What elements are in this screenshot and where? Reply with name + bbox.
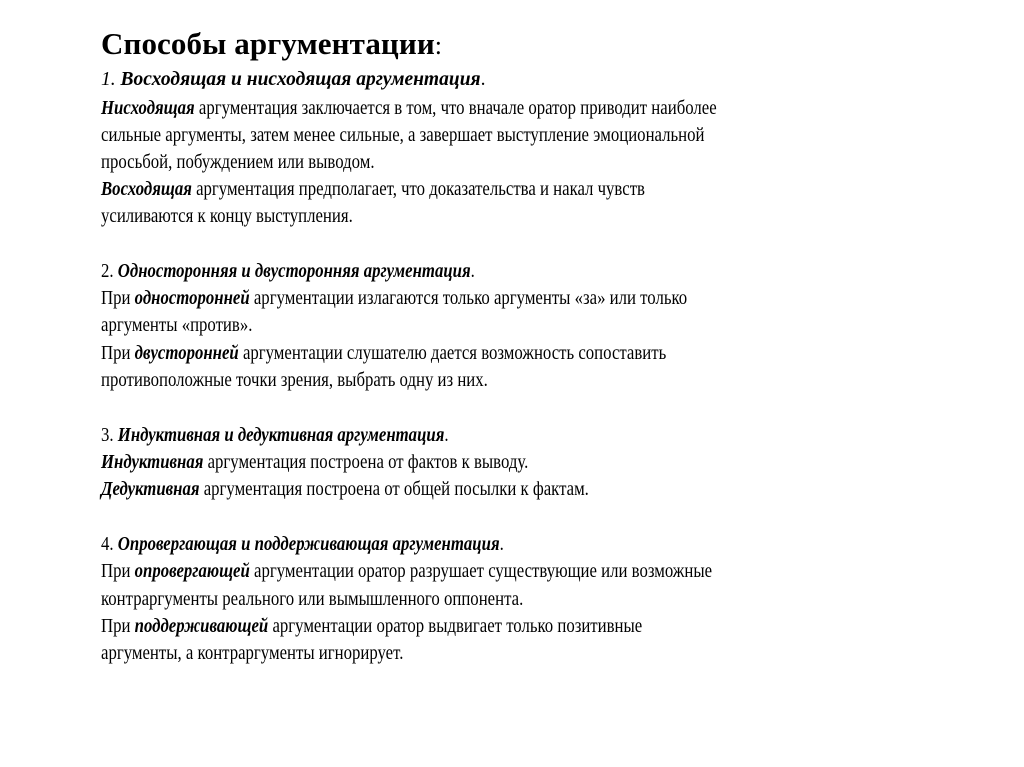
line-text: просьбой, побуждением или выводом.	[101, 152, 375, 173]
line-text: аргументации оратор разрушает существующие или возможные	[249, 561, 713, 582]
heading-number: 4.	[101, 534, 118, 555]
heading-text: Восходящая и нисходящая аргументация	[120, 69, 481, 90]
section-3-line	[101, 479, 589, 501]
heading-text: Индуктивная и дедуктивная аргументация	[117, 425, 445, 446]
emphasis-term: Нисходящая	[101, 98, 195, 119]
line-text: аргументация построена от общей посылки к фактам.	[199, 479, 589, 500]
section-2-heading	[101, 261, 475, 283]
section-1-heading	[101, 69, 485, 91]
line-text: аргументация предполагает, что доказательства и накал чувств	[191, 179, 645, 200]
section-2-line	[101, 288, 687, 310]
line-text: аргументация заключается в том, что вначале оратор приводит наиболее	[194, 98, 717, 119]
line-text: аргументы, а контраргументы игнорирует.	[101, 643, 404, 664]
section-1-line	[101, 125, 704, 147]
line-text: противоположные точки зрения, выбрать одну из них.	[101, 370, 488, 391]
emphasis-term: односторонней	[134, 288, 250, 309]
heading-number: 2.	[101, 261, 118, 282]
section-2-line	[101, 370, 488, 392]
section-1-line	[101, 206, 353, 228]
emphasis-term: поддерживающей	[134, 616, 269, 637]
emphasis-term: опровергающей	[134, 561, 250, 582]
emphasis-term: двусторонней	[134, 343, 239, 364]
section-4-heading	[101, 534, 504, 556]
emphasis-term: Индуктивная	[101, 452, 204, 473]
section-2-line	[101, 315, 252, 337]
line-prefix: При	[101, 288, 135, 309]
line-prefix: При	[101, 616, 135, 637]
section-3-line	[101, 452, 528, 474]
line-text: аргументация построена от фактов к выводу.	[203, 452, 529, 473]
section-1-line	[101, 179, 645, 201]
heading-text: Односторонняя и двусторонняя аргументация	[117, 261, 471, 282]
emphasis-term: Восходящая	[101, 179, 192, 200]
section-1-line	[101, 98, 717, 120]
line-prefix: При	[101, 343, 135, 364]
line-text: аргументации слушателю дается возможность сопоставить	[238, 343, 667, 364]
heading-end: .	[499, 534, 504, 555]
title-text: Способы аргументации	[101, 26, 435, 61]
emphasis-term: Дедуктивная	[101, 479, 200, 500]
section-1-line	[101, 152, 375, 174]
section-4-line	[101, 643, 403, 665]
line-prefix: При	[101, 561, 135, 582]
section-4-line	[101, 589, 523, 611]
line-text: аргументации излагаются только аргументы «за» или только	[249, 288, 688, 309]
heading-number: 3.	[101, 425, 118, 446]
section-4-line	[101, 561, 712, 583]
line-text: сильные аргументы, затем менее сильные, а завершает выступление эмоциональной	[101, 125, 705, 146]
heading-end: .	[470, 261, 475, 282]
section-2-line	[101, 343, 666, 365]
heading-text: Опровергающая и поддерживающая аргументация	[117, 534, 500, 555]
section-4-line	[101, 616, 642, 638]
line-text: аргументации оратор выдвигает только позитивные	[268, 616, 643, 637]
line-text: контраргументы реального или вымышленного оппонента.	[101, 589, 524, 610]
heading-end: .	[480, 69, 486, 90]
line-text: усиливаются к концу выступления.	[101, 206, 353, 227]
line-text: аргументы «против».	[101, 315, 253, 336]
slide-title	[101, 26, 442, 62]
heading-end: .	[444, 425, 449, 446]
section-3-heading	[101, 425, 449, 447]
heading-number: 1.	[101, 69, 121, 90]
title-colon: :	[434, 31, 443, 60]
